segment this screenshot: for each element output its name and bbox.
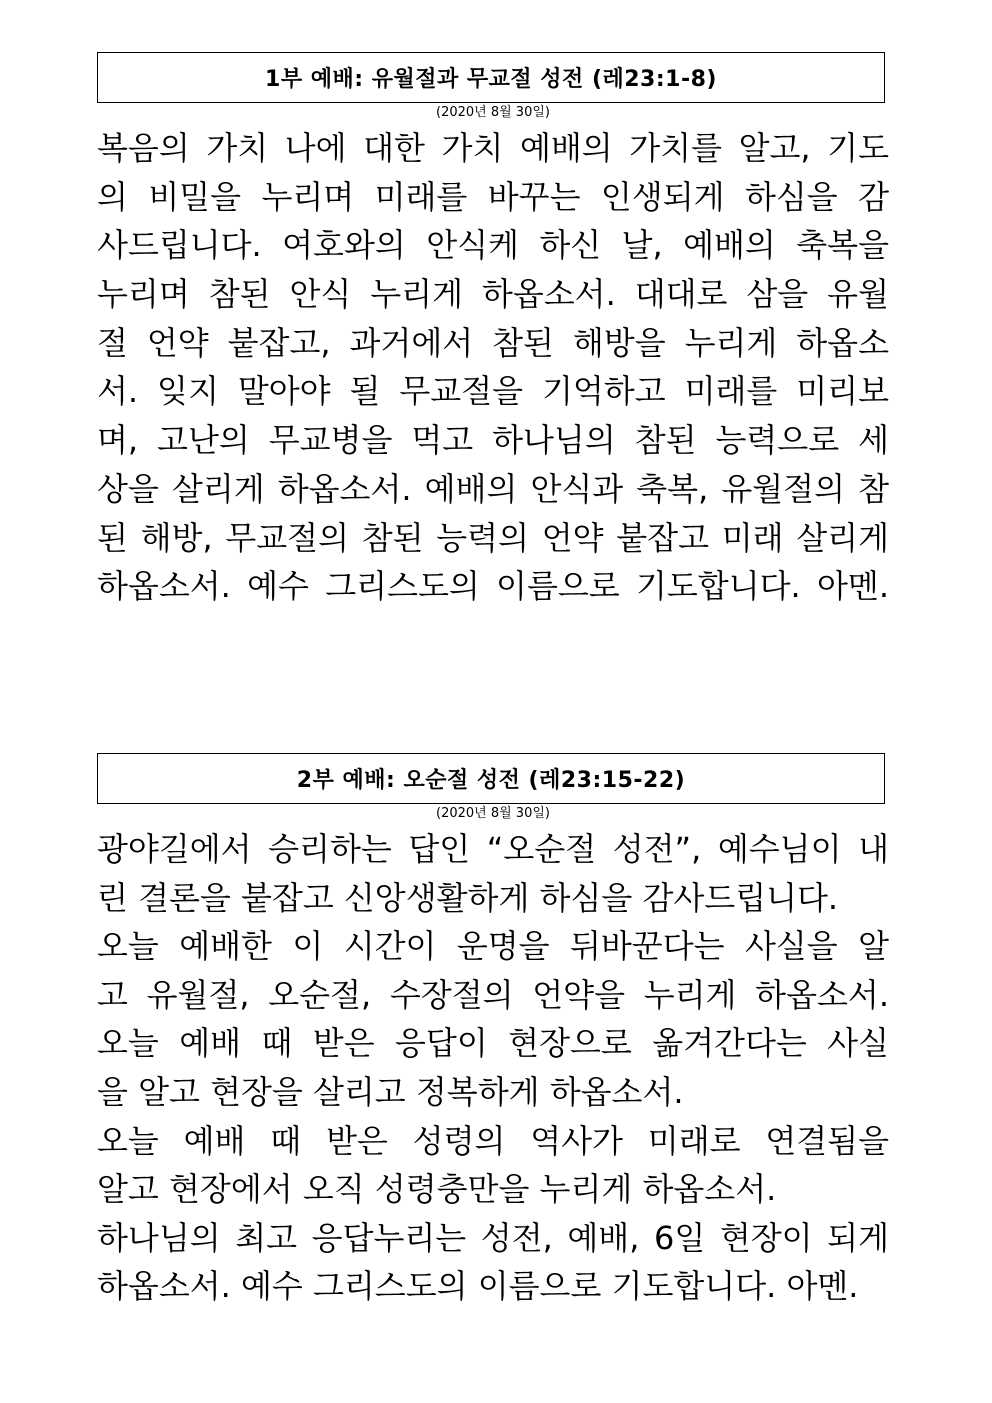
prayer-line: 오늘 예배 때 받은 응답이 현장으로 옮겨간다는 사실 (97, 1024, 889, 1063)
prayer-line: 오늘 예배 때 받은 성령의 역사가 미래로 연결됨을 (97, 1121, 889, 1160)
prayer-line: 사드립니다. 여호와의 안식케 하신 날, 예배의 축복을 (97, 226, 889, 265)
prayer-line: 절 언약 붙잡고, 과거에서 참된 해방을 누리게 하옵소 (97, 323, 889, 362)
prayer-line: 광야길에서 승리하는 답인 “오순절 성전”, 예수님이 내 (97, 830, 889, 868)
prayer-line: 의 비밀을 누리며 미래를 바꾸는 인생되게 하심을 감 (97, 177, 889, 216)
prayer-line: 상을 살리게 하옵소서. 예배의 안식과 축복, 유월절의 참 (97, 469, 889, 508)
worship-section-2 (97, 753, 889, 1311)
prayer-text (97, 124, 889, 611)
section-title: 1부 예배: 유월절과 무교절 성전 (레23:1-8) (265, 67, 717, 92)
prayer-line: 복음의 가치 나에 대한 가치 예배의 가치를 알고, 기도 (97, 129, 889, 167)
prayer-line: 을 알고 현장을 살리고 정복하게 하옵소서. (97, 1072, 684, 1111)
prayer-line: 하옵소서. 예수 그리스도의 이름으로 기도합니다. 아멘. (97, 1267, 859, 1306)
section-title: 2부 예배: 오순절 성전 (레23:15-22) (296, 768, 686, 793)
prayer-line: 하나님의 최고 응답누리는 성전, 예배, 6일 현장이 되게 (97, 1218, 889, 1257)
prayer-line: 된 해방, 무교절의 참된 능력의 언약 붙잡고 미래 살리게 (97, 518, 889, 557)
prayer-line: 고 유월절, 오순절, 수장절의 언약을 누리게 하옵소서. (97, 975, 889, 1014)
prayer-line: 누리며 참된 안식 누리게 하옵소서. 대대로 삼을 유월 (97, 275, 889, 314)
section-title-box (97, 52, 885, 103)
prayer-line: 며, 고난의 무교병을 먹고 하나님의 참된 능력으로 세 (97, 421, 889, 460)
prayer-line: 오늘 예배한 이 시간이 운명을 뒤바꾼다는 사실을 알 (97, 927, 889, 966)
prayer-line: 서. 잊지 말아야 될 무교절을 기억하고 미래를 미리보 (97, 372, 889, 411)
prayer-line: 하옵소서. 예수 그리스도의 이름으로 기도합니다. 아멘. (97, 567, 889, 606)
worship-section-1 (97, 52, 889, 611)
prayer-line: 알고 현장에서 오직 성령충만을 누리게 하옵소서. (97, 1170, 777, 1209)
prayer-line: 린 결론을 붙잡고 신앙생활하게 하심을 감사드립니다. (97, 878, 839, 917)
section-date: (2020년 8월 30일) (436, 806, 550, 821)
prayer-text (97, 825, 889, 1311)
section-title-box (97, 753, 885, 804)
section-date: (2020년 8월 30일) (436, 105, 550, 120)
